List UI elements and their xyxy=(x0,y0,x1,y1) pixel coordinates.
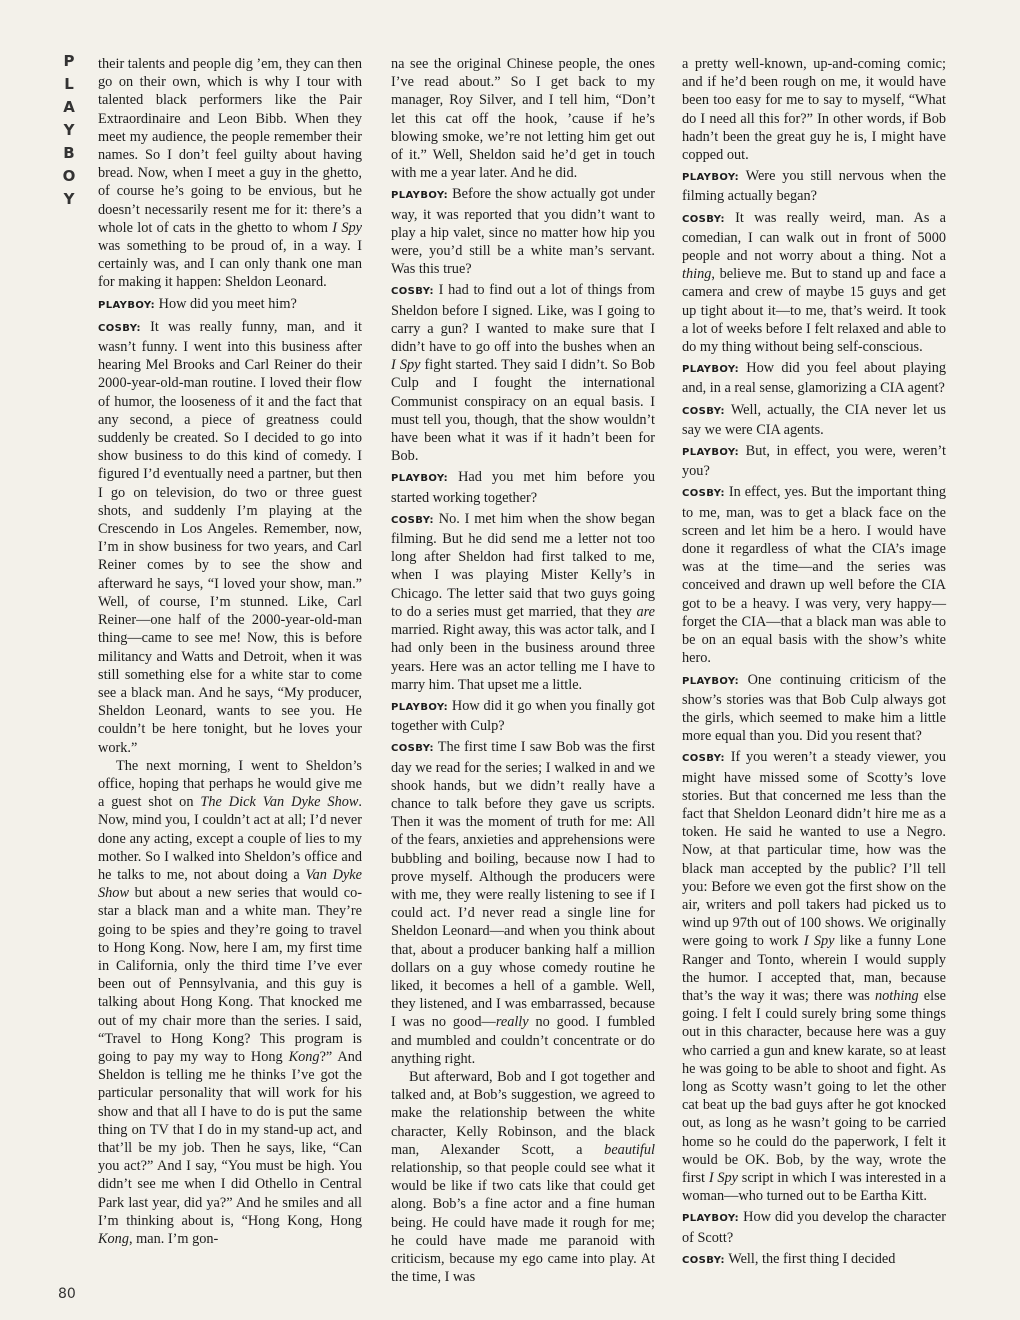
qa-paragraph xyxy=(682,167,946,205)
speaker-label: PLAYBOY: xyxy=(682,172,740,184)
paragraph-text: How did you develop the character of Scott? xyxy=(682,1209,946,1246)
speaker-label: PLAYBOY: xyxy=(391,190,449,202)
qa-paragraph xyxy=(682,1250,946,1270)
paragraph-text: It was really funny, man, and it wasn’t funny. I went into this business after hearing Mel Brooks and Carl Reiner do their 2000-year-old-man routine. I loved their flow of humor, the looseness of it and the fact that any second, a piece of greatness could suddenly be created. So I decided to go into show business to do this kind of comedy. I figured I’d eventually need a partner, but then I go on television, do two or three guest shots, and suddenly I’m playing at the Crescendo in Los Angeles. Remember, now, I’m in show business for two years, and Carl Reiner comes by to see the show and afterward he says, “I loved your show, man.” Well, of course, I’m stunned. Like, Carl Reiner—one half of the 2000-year-old-man thing—came to see me! Now, this is before militancy and Watts and Detroit, when it was still something else for a white star to come see a black man. And he says, “My producer, Sheldon Leonard, wants to see you. He couldn’t be here tonight, but he loves your work.” xyxy=(98,318,363,756)
paragraph-text: Had you met him before you started working together? xyxy=(391,469,655,506)
paragraph-text: Before the show actually got under way, it was reported that you didn’t want to play a hip valet, since no matter how hip you were, you’d still be a white man’s servant. Was this true? xyxy=(391,186,655,278)
speaker-label: PLAYBOY: xyxy=(391,473,449,485)
qa-paragraph xyxy=(391,468,655,506)
paragraph-text: How did you meet him? xyxy=(158,295,297,312)
qa-paragraph xyxy=(391,738,655,1068)
qa-paragraph xyxy=(391,510,655,694)
qa-paragraph xyxy=(391,281,655,465)
speaker-label: COSBY: xyxy=(682,405,725,417)
masthead-letter: B xyxy=(63,144,75,162)
paragraph-text: It was really weird, man. As a comedian, I can walk out in front of 5000 people and not worry about a thing. Not a thing, believe me. But to stand up and face a camera and crew of maybe 15 guys and get up tight about it—to me, that’s weird. It took a lot of weeks before I felt relaxed and able to do my thing without being self-conscious. xyxy=(682,209,946,356)
speaker-label: COSBY: xyxy=(391,286,434,298)
paragraph-text: The first time I saw Bob was the first day we read for the series; I walked in and we shook hands, but we didn’t really have a chance to talk before they gave us scripts. Then it was the moment of truth for me: All of the fears, anxieties and apprehensions were bubbling and boiling, because now I had to prove myself. Although the producers were with me, they were really listening to see if I could act. I’d never read a single line for Sheldon Leonard—and when you think about that, about a producer banking half a million dollars on a guy whose comedy routine he liked, it becomes a hell of a gamble. Well, they listened, and I was embarrassed, because I was no good—really no good. I fumbled and mumbled and couldn’t concentrate or do anything right. xyxy=(391,739,656,1067)
speaker-label: COSBY: xyxy=(682,1254,725,1266)
paragraph-text: In effect, yes. But the important thing to me, man, was to get a black face on the screen and let him be a hero. I would have done it regardless of what the CIA’s image was at the time—and the series was conceived and drawn up well before the CIA got to be a heavy. I was very, very happy—forget the CIA—that a black man was able to be on an equal basis with the show’s white hero. xyxy=(682,484,947,667)
qa-paragraph xyxy=(682,748,946,1205)
qa-paragraph xyxy=(391,697,655,735)
qa-paragraph xyxy=(682,1208,946,1246)
paragraph-text: na see the original Chinese people, the ones I’ve read about.” So I get back to my manager, Roy Silver, and I tell him, “Don’t let this cat off the hook, ’cause if he’s blowing smoke, we’re not letting him get out of it.” Well, Sheldon said he’d get in touch with me a year later. And he did. xyxy=(391,56,655,182)
qa-paragraph xyxy=(682,209,946,357)
text-column-2 xyxy=(391,55,655,1286)
masthead-letter: O xyxy=(62,167,76,185)
paragraph-text: I had to find out a lot of things from Sheldon before I signed. Like, was I going to carry a gun? I wanted to make sure that I didn’t have to go off into the bushes when an I Spy fight started. They said I didn’t. So Bob Culp and I fought the international Communist conspiracy on an equal basis. I must tell you, though, that the show wouldn’t have been what it was if it hadn’t been for Bob. xyxy=(391,282,656,465)
paragraph-text: But afterward, Bob and I got together and talked and, at Bob’s suggestion, we agreed to make the relationship between the white character, Kelly Robinson, and the black man, Alexander Scott, a beautiful relationship, so that people could see what it would be like if two cats like that could get along. Bob’s a fine actor and a fine human being. He could have made it rough for me; he could have made me paranoid with criticism, because my ego came into play. At the time, I was xyxy=(391,1068,655,1286)
paragraph-text: Were you still nervous when the filming actually began? xyxy=(682,168,946,205)
speaker-label: COSBY: xyxy=(682,753,725,765)
qa-paragraph xyxy=(682,442,946,480)
text-column-3 xyxy=(682,55,946,1270)
speaker-label: PLAYBOY: xyxy=(98,299,156,311)
qa-paragraph xyxy=(682,359,946,397)
speaker-label: PLAYBOY: xyxy=(682,364,740,376)
qa-paragraph xyxy=(682,483,946,667)
body-paragraph xyxy=(98,55,362,292)
qa-paragraph xyxy=(391,185,655,278)
masthead-letter: P xyxy=(63,52,75,70)
paragraph-text: their talents and people dig ’em, they can then go on their own, which is why I tour with talented black performers like the Pair Extraordinaire and Leon Bibb. When they meet my audience, the people remember their names. So I don’t feel guilty about having bread. Now, when I meet a guy in the ghetto, of course he’s going to be envious, but he doesn’t necessarily resent me for it: there’s a whole lot of cats in the ghetto to whom I Spy was something to be proud of, in a way. I certainly was, and I can only thank one man for making it happen: Sheldon Leonard. xyxy=(98,56,363,291)
paragraph-text: But, in effect, you were, weren’t you? xyxy=(682,443,946,480)
masthead-letter: Y xyxy=(63,190,75,208)
masthead-letter: A xyxy=(63,98,75,116)
qa-paragraph xyxy=(682,401,946,439)
speaker-label: PLAYBOY: xyxy=(682,675,740,687)
paragraph-text: If you weren’t a steady viewer, you might have missed some of Scotty’s love stories. But that concerned me less than the fact that Sheldon Leonard didn’t hire me as a token. He said he wanted to use a Negro. Now, at that particular time, how was the black man accepted by the public? I’ll tell you: Before we even got the first show on the air, writers and poll takers had picked us to wind up 97th out of 100 shows. We originally were going to work I Spy like a funny Lone Ranger and Tonto, wherein I would supply the humor. I accepted that, man, because that’s the way it was; there was nothing else going. I felt I could surely bring some things out in this character, because here was a guy who carried a gun and knew karate, so at least he was going to be able to shoot and fight. As long as Scotty wasn’t going to let the other cat beat up the bad guys after he got knocked out, as long as he wasn’t going to be carried home so he could do the paperwork, I felt it would be OK. Bob, by the way, wrote the first I Spy script in which I was interested in a woman—who turned out to be Eartha Kitt. xyxy=(682,749,947,1205)
speaker-label: COSBY: xyxy=(391,743,434,755)
paragraph-text: a pretty well-known, up-and-coming comic; and if he’d been rough on me, it would have been too easy for me to say to myself, “What do I need all this for?” In other words, if Bob hadn’t been the great guy he is, I might have copped out. xyxy=(682,56,946,164)
paragraph-text: How did you feel about playing and, in a real sense, glamorizing a CIA agent? xyxy=(682,360,946,397)
paragraph-text: How did it go when you finally got together with Culp? xyxy=(391,697,655,735)
text-column-1 xyxy=(98,55,362,1248)
paragraph-text: Well, actually, the CIA never let us say we were CIA agents. xyxy=(682,401,946,438)
paragraph-text: One continuing criticism of the show’s stories was that Bob Culp always got the girls, which seemed to make him a little more equal than you. Did you resent that? xyxy=(682,671,946,745)
masthead-letter: L xyxy=(64,75,74,93)
paragraph-text: Well, the first thing I decided xyxy=(728,1250,896,1267)
body-paragraph xyxy=(391,55,655,182)
qa-paragraph xyxy=(682,671,946,746)
speaker-label: COSBY: xyxy=(682,488,725,500)
paragraph-text: No. I met him when the show began filming. But he did send me a letter not too long after Sheldon had first talked to me, when I was playing Mister Kelly’s in Chicago. The letter said that two guys going to do a series must get married, that they are married. Right away, this was actor talk, and I had only been in the business around three years. Here was an actor telling me I have to marry him. That upset me a little. xyxy=(391,510,655,693)
qa-paragraph xyxy=(98,295,362,315)
speaker-label: COSBY: xyxy=(98,322,141,334)
speaker-label: COSBY: xyxy=(391,514,434,526)
qa-paragraph xyxy=(98,318,362,757)
speaker-label: PLAYBOY: xyxy=(682,447,740,459)
speaker-label: PLAYBOY: xyxy=(391,701,449,713)
body-paragraph xyxy=(98,757,362,1248)
masthead-vertical xyxy=(58,50,80,211)
paragraph-text: The next morning, I went to Sheldon’s office, hoping that perhaps he would give me a guest shot on The Dick Van Dyke Show. Now, mind you, I couldn’t act at all; I’d never done any acting, except a couple of lies to my mother. So I walked into Sheldon’s office and he talks to me, not about doing a Van Dyke Show but about a new series that would co-star a black man and a white man. They’re going to be spies and they’re going to travel to Hong Kong. Now, here I am, my first time in California, only the third time I’ve ever been out of Pennsylvania, and this guy is talking about Hong Kong. That knocked me out of my chair more than the series. I said, “Travel to Hong Kong? This program is going to pay my way to Hong Kong?” And Sheldon is telling me he thinks I’ve got the particular personality that will work for his show and that all I have to do is put the same thing on TV that I do in my stand-up act, and that’ll be my job. Then he says, like, “Can you act?” And I say, “You must be high. You didn’t see me when I did Othello in Central Park last year, did ya?” And he smiles and all I’m thinking about is, “Hong Kong, Hong Kong, man. I’m gon- xyxy=(98,757,362,1247)
speaker-label: COSBY: xyxy=(682,213,725,225)
masthead-letter: Y xyxy=(63,121,75,139)
body-paragraph xyxy=(682,55,946,164)
page-number: 80 xyxy=(58,1286,76,1302)
body-paragraph xyxy=(391,1068,655,1286)
speaker-label: PLAYBOY: xyxy=(682,1213,740,1225)
